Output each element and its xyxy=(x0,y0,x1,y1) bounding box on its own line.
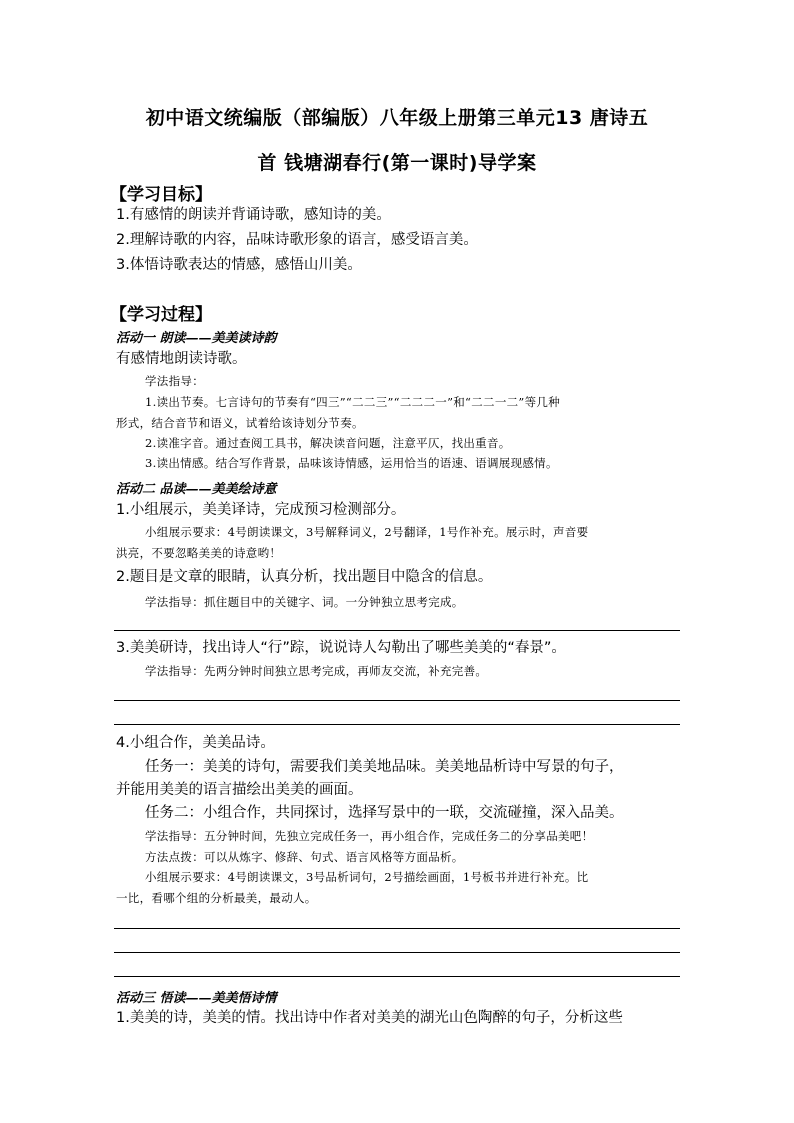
answer-line xyxy=(114,976,680,977)
activity2-task2: 任务二：小组合作，共同探讨，选择写景中的一联，交流碰撞，深入品美。 xyxy=(145,805,624,821)
answer-line xyxy=(114,724,680,725)
goal-item: 2.理解诗歌的内容，品味诗歌形象的语言，感受语言美。 xyxy=(116,232,478,248)
activity1-guide1-b: 形式，结合音节和语义，试着给该诗划分节奏。 xyxy=(116,416,364,430)
activity2-item1-req-a: 小组展示要求：4号朗读课文，3号解释词义，2号翻译，1号作补充。展示时，声音要 xyxy=(145,525,589,539)
activity2-item1-req-b: 洪亮，不要忽略美美的诗意哟！ xyxy=(116,546,282,560)
activity2-item3: 3.美美研诗，找出诗人“行”踪，说说诗人勾勒出了哪些美美的“春景”。 xyxy=(116,640,566,656)
answer-line xyxy=(114,952,680,953)
activity1-title: 活动一 朗读——美美读诗韵 xyxy=(116,331,277,346)
activity2-item4: 4.小组合作，美美品诗。 xyxy=(116,735,275,751)
activity1-guide2: 2.读准字音。通过查阅工具书，解决读音问题，注意平仄，找出重音。 xyxy=(145,436,511,450)
goals-heading: 【学习目标】 xyxy=(110,185,212,205)
answer-line xyxy=(114,700,680,701)
activity1-guide3: 3.读出情感。结合写作背景，品味该诗情感，运用恰当的语速、语调展现感情。 xyxy=(145,456,558,470)
goal-item: 3.体悟诗歌表达的情感，感悟山川美。 xyxy=(116,257,362,273)
activity2-item1: 1.小组展示，美美译诗，完成预习检测部分。 xyxy=(116,502,406,518)
activity2-item2: 2.题目是文章的眼睛，认真分析，找出题目中隐含的信息。 xyxy=(116,569,493,585)
activity2-task1-b: 并能用美美的语言描绘出美美的画面。 xyxy=(116,782,363,798)
activity3-title: 活动三 悟读——美美悟诗情 xyxy=(116,991,277,1006)
activity2-guide-a: 学法指导：五分钟时间，先独立完成任务一，再小组合作，完成任务二的分享品美吧！ xyxy=(145,829,594,843)
activity2-req-b: 一比，看哪个组的分析最美，最动人。 xyxy=(116,891,317,905)
goal-item: 1.有感情的朗读并背诵诗歌，感知诗的美。 xyxy=(116,207,391,223)
activity1-guide1-a: 1.读出节奏。七言诗句的节奏有“四三”“二二三”“二二二一”和“二二一二”等几种 xyxy=(145,395,561,409)
activity2-req-a: 小组展示要求：4号朗读课文，3号品析词句，2号描绘画面，1号板书并进行补充。比 xyxy=(145,870,589,884)
process-heading: 【学习过程】 xyxy=(110,305,212,325)
activity2-title: 活动二 品读——美美绘诗意 xyxy=(116,482,277,497)
doc-title-line1: 初中语文统编版（部编版）八年级上册第三单元13 唐诗五 xyxy=(145,107,649,129)
activity2-guide-b: 方法点拨：可以从炼字、修辞、句式、语言风格等方面品析。 xyxy=(145,850,464,864)
activity2-item2-guide: 学法指导：抓住题目中的关键字、词。一分钟独立思考完成。 xyxy=(145,595,464,609)
activity3-item1: 1.美美的诗，美美的情。找出诗中作者对美美的湖光山色陶醉的句子，分析这些 xyxy=(116,1010,623,1026)
doc-title-line2: 首 钱塘湖春行(第一课时)导学案 xyxy=(257,152,537,174)
answer-line xyxy=(114,928,680,929)
answer-line xyxy=(114,630,680,631)
activity2-item3-guide: 学法指导：先两分钟时间独立思考完成，再师友交流，补充完善。 xyxy=(145,664,488,678)
activity1-guide-label: 学法指导： xyxy=(145,374,204,388)
activity2-task1-a: 任务一：美美的诗句，需要我们美美地品味。美美地品析诗中写景的句子， xyxy=(145,759,624,775)
activity1-intro: 有感情地朗读诗歌。 xyxy=(116,351,247,367)
